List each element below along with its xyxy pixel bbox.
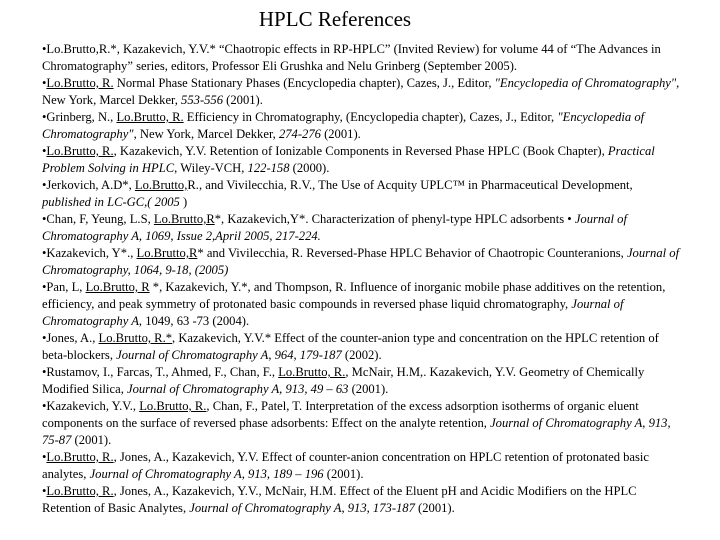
reference-item: [42, 330, 682, 364]
reference-item: [42, 211, 682, 245]
author-name: Lo.Brutto, R.: [46, 450, 114, 464]
reference-text: ): [179, 195, 188, 209]
reference-text: , 1049, 63 -73 (2004).: [138, 314, 250, 328]
reference-text: , New York, Marcel Dekker,: [133, 127, 279, 141]
reference-text: , Jones, A., Kazakevich, Y.V., McNair, H.M. Effect of the Eluent pH and Acidic Modifiers on the HPLC Retention of Basic Analytes,: [42, 484, 637, 515]
reference-item: [42, 143, 682, 177]
reference-text: (2001).: [323, 467, 364, 481]
reference-item: [42, 177, 682, 211]
reference-text: (2001).: [348, 382, 389, 396]
reference-text: (2000).: [289, 161, 330, 175]
reference-item: [42, 483, 682, 517]
reference-text: •Lo.Brutto,R.*, Kazakevich, Y.V.* “Chaotropic effects in RP-HPLC” (Invited Review) for volume 44 of “The Advances in Chromatography” series, editors, Professor Eli Grushka and Nelu Grinberg (September 2005).: [42, 42, 661, 73]
reference-text: (2001).: [414, 501, 455, 515]
citation-italic: Journal of Chromatography A: [42, 297, 624, 328]
reference-item: [42, 109, 682, 143]
citation-italic: Journal of Chromatography, 1064, 9-18, (2005): [42, 246, 680, 277]
reference-text: (2001).: [320, 127, 361, 141]
reference-list: [42, 41, 682, 517]
reference-text: •Rustamov, I., Farcas, T., Ahmed, F., Chan, F.,: [42, 365, 279, 379]
author-name: Lo.Brutto, R.*: [98, 331, 173, 345]
reference-text: (2001).: [71, 433, 112, 447]
reference-text: R., and Vivilecchia, R.V., The Use of Acquity UPLC™ in Pharmaceutical Development,: [187, 178, 633, 192]
citation-italic: published in LC-GC,( 2005: [42, 195, 180, 209]
reference-text: •Pan, L,: [42, 280, 86, 294]
citation-italic: Journal of Chromatography A, 964, 179-187: [116, 348, 342, 362]
citation-italic: Practical Problem Solving in HPLC: [42, 144, 655, 175]
reference-text: •: [42, 76, 47, 90]
reference-item: [42, 398, 682, 449]
reference-text: (2002).: [341, 348, 382, 362]
author-name: Lo.Brutto, R: [85, 280, 150, 294]
author-name: Lo.Brutto, R.: [116, 110, 184, 124]
reference-text: •Jones, A.,: [42, 331, 99, 345]
page-title: HPLC References: [258, 7, 412, 31]
reference-text: •: [42, 450, 47, 464]
reference-text: *, Kazakevich,Y*. Characterization of phenyl-type HPLC adsorbents •: [214, 212, 575, 226]
reference-text: •: [42, 484, 47, 498]
reference-text: Efficiency in Chromatography, (Encyclopedia chapter), Cazes, J., Editor,: [183, 110, 558, 124]
citation-italic: "Encyclopedia of Chromatography": [42, 110, 645, 141]
citation-italic: 274-276: [278, 127, 321, 141]
author-name: Lo.Brutto, R.: [46, 76, 114, 90]
reference-text: •Kazakevich, Y.V.,: [42, 399, 140, 413]
author-name: Lo.Brutto,: [134, 178, 188, 192]
reference-text: , McNair, H.M,. Kazakevich, Y.V. Geometry of Chemically Modified Silica,: [42, 365, 645, 396]
reference-text: , Jones, A., Kazakevich, Y.V. Effect of counter-anion concentration on HPLC retention of protonated basic analytes,: [42, 450, 650, 481]
citation-italic: "Encyclopedia of Chromatography": [494, 76, 677, 90]
reference-item: [42, 75, 682, 109]
author-name: Lo.Brutto, R.: [139, 399, 207, 413]
reference-item: [42, 41, 682, 75]
reference-text: , Chan, F., Patel, T. Interpretation of the excess adsorption isotherms of organic eluent components on the surface of reversed phase adsorbents: Effect on the analyte retention,: [42, 399, 639, 430]
reference-text: Normal Phase Stationary Phases (Encyclopedia chapter), Cazes, J., Editor,: [113, 76, 495, 90]
citation-italic: Journal of Chromatography A, 1069, Issue 2,April 2005, 217-224.: [42, 212, 627, 243]
reference-text: •Jerkovich, A.D*,: [42, 178, 135, 192]
reference-text: , Kazakevich, Y.V.* Effect of the counter-anion type and concentration on the HPLC retention of beta-blockers,: [42, 331, 659, 362]
reference-text: •: [42, 144, 47, 158]
author-name: Lo.Brutto, R.: [46, 484, 114, 498]
reference-item: [42, 364, 682, 398]
citation-italic: 553-556: [181, 93, 224, 107]
author-name: Lo.Brutto,R: [136, 246, 198, 260]
reference-item: [42, 245, 682, 279]
reference-text: , Wiley-VCH,: [174, 161, 248, 175]
citation-italic: Journal of Chromatography A, 913, 189 – 196: [89, 467, 324, 481]
citation-italic: 122-158: [247, 161, 290, 175]
reference-text: (2001).: [223, 93, 263, 107]
reference-item: [42, 279, 682, 330]
author-name: Lo.Brutto, R.: [46, 144, 114, 158]
author-name: Lo.Brutto, R.: [278, 365, 346, 379]
reference-text: •Grinberg, N.,: [42, 110, 117, 124]
reference-text: , New York, Marcel Dekker,: [42, 76, 680, 107]
reference-text: , Kazakevich, Y.V. Retention of Ionizable Components in Reversed Phase HPLC (Book Chapter),: [113, 144, 608, 158]
reference-text: •Chan, F, Yeung, L.S,: [42, 212, 154, 226]
citation-italic: Journal of Chromatography A, 913, 173-187: [189, 501, 415, 515]
author-name: Lo.Brutto,R: [153, 212, 215, 226]
reference-text: •Kazakevich, Y*.,: [42, 246, 137, 260]
reference-item: [42, 449, 682, 483]
citation-italic: Journal of Chromatography A, 913, 75-87: [42, 416, 671, 447]
reference-text: *, Kazakevich, Y.*, and Thompson, R. Influence of inorganic mobile phase additives on the retention, efficiency, and peak symmetry of protonated basic compounds in reversed phase liquid chromatography,: [42, 280, 666, 311]
reference-text: * and Vivilecchia, R. Reversed-Phase HPLC Behavior of Chaotropic Counteranions,: [197, 246, 627, 260]
citation-italic: Journal of Chromatography A, 913, 49 – 63: [127, 382, 349, 396]
